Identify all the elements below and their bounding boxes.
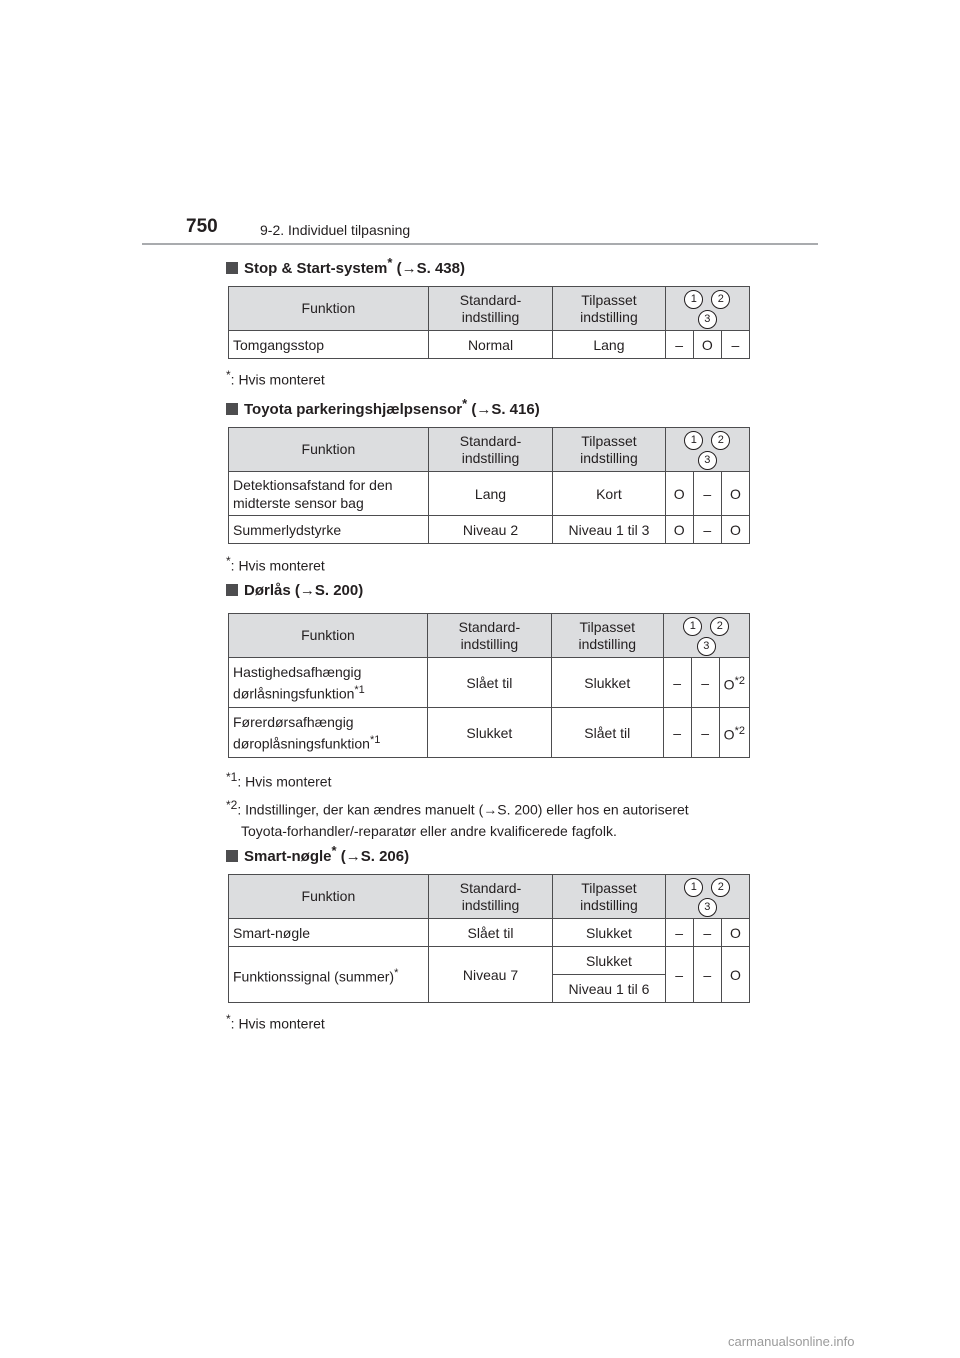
- table-smart-key: [228, 874, 750, 1003]
- cell-c1: –: [665, 919, 693, 947]
- cell-custom-a: Slukket: [553, 947, 665, 975]
- cell-custom: Kort: [553, 472, 665, 516]
- cell-c2: O: [693, 331, 721, 359]
- cell-c3: [719, 708, 749, 758]
- circle-3-icon: 3: [698, 451, 717, 470]
- cell-function: Tomgangsstop: [229, 331, 429, 359]
- watermark: carmanualsonline.info: [728, 1334, 855, 1349]
- cell-custom-b: Niveau 1 til 6: [553, 975, 665, 1003]
- c3-value: O: [723, 676, 735, 693]
- footnote-ref: S. 200) eller hos en autoriseret: [497, 801, 689, 818]
- circle-1-icon: 1: [684, 290, 703, 309]
- footnote-2: [216, 795, 746, 842]
- cell-c3: –: [721, 331, 749, 359]
- cell-function: [229, 708, 428, 758]
- footnote-mark: *1: [226, 770, 238, 784]
- cell-default: Slået til: [428, 919, 552, 947]
- cell-default: Niveau 2: [428, 516, 552, 544]
- arrow-icon: →: [483, 801, 498, 818]
- footnote-mark: *2: [226, 798, 238, 812]
- asterisk: *: [387, 255, 393, 270]
- circle-1-icon: 1: [684, 878, 703, 897]
- circle-3-icon: 3: [698, 310, 717, 329]
- arrow-icon: →: [401, 260, 417, 277]
- cell-c1: –: [665, 331, 693, 359]
- footnote-text: : Hvis monteret: [230, 371, 325, 388]
- col-header-default: Standard-indstilling: [428, 875, 552, 919]
- table-row: [229, 516, 750, 544]
- arrow-icon: →: [476, 401, 492, 418]
- section-title-parking: [226, 396, 540, 418]
- cell-c3: [719, 658, 749, 708]
- square-bullet-icon: [226, 262, 238, 274]
- footnote-text-line2: Toyota-forhandler/-reparatør eller andre kvalificerede fagfolk.: [241, 822, 617, 839]
- arrow-icon: →: [345, 848, 361, 865]
- table-row: [229, 472, 750, 516]
- table-door-lock: [228, 613, 750, 758]
- section-title-stop-start: [226, 255, 465, 277]
- circle-1-icon: 1: [683, 617, 702, 636]
- col-header-function: Funktion: [229, 614, 428, 658]
- cell-default: Normal: [428, 331, 552, 359]
- col-header-circles: [665, 875, 749, 919]
- col-header-default: Standard-indstilling: [428, 287, 552, 331]
- page-ref: S. 416): [491, 401, 540, 418]
- cell-function: [229, 947, 429, 1003]
- cell-custom: Slukket: [551, 658, 663, 708]
- col-header-default: Standard-indstilling: [427, 614, 551, 658]
- cell-custom: Slået til: [551, 708, 663, 758]
- cell-c1: –: [665, 947, 693, 1003]
- circle-1-icon: 1: [684, 431, 703, 450]
- footnote-text: : Indstillinger, der kan ændres manuelt (: [237, 801, 484, 818]
- footnote-text: : Hvis monteret: [230, 557, 325, 574]
- asterisk: *: [226, 554, 231, 568]
- table-row: [229, 947, 750, 975]
- footnote: [226, 368, 325, 388]
- table-parking: [228, 427, 750, 544]
- chapter-title: 9-2. Individuel tilpasning: [260, 222, 411, 238]
- asterisk: *: [394, 966, 399, 979]
- c3-value: O: [723, 726, 735, 743]
- page-ref: S. 438): [416, 260, 465, 277]
- col-header-custom: Tilpasset indstilling: [553, 875, 665, 919]
- cell-c2: –: [691, 708, 719, 758]
- asterisk: *: [331, 843, 337, 858]
- section-title-door-lock: [226, 582, 363, 599]
- col-header-function: Funktion: [229, 428, 429, 472]
- cell-default: Lang: [428, 472, 552, 516]
- section-title-text: Toyota parkeringshjælpsensor: [244, 401, 463, 418]
- section-title-text: Smart-nøgle: [244, 848, 332, 865]
- col-header-custom: Tilpasset indstilling: [551, 614, 663, 658]
- footnote-1: [226, 770, 331, 790]
- footnote-mark: *1: [354, 683, 365, 696]
- cell-c1: O: [665, 516, 693, 544]
- col-header-function: Funktion: [229, 875, 429, 919]
- table-row: [229, 919, 750, 947]
- function-text: Hastighedsafhængig dørlåsningsfunktion: [233, 663, 362, 702]
- col-header-circles: [663, 614, 749, 658]
- cell-c3: O: [721, 919, 749, 947]
- col-header-default: Standard-indstilling: [428, 428, 552, 472]
- cell-function: Smart-nøgle: [229, 919, 429, 947]
- footnote-text: : Hvis monteret: [237, 773, 332, 790]
- col-header-custom: Tilpasset indstilling: [553, 428, 665, 472]
- footnote: [226, 1012, 325, 1032]
- cell-custom: Lang: [553, 331, 665, 359]
- cell-c2: –: [693, 947, 721, 1003]
- asterisk: *: [226, 368, 231, 382]
- footnote-text: : Hvis monteret: [230, 1015, 325, 1032]
- table-row: [229, 708, 750, 758]
- paren: (: [392, 260, 402, 277]
- cell-c2: –: [693, 919, 721, 947]
- cell-c1: –: [663, 658, 691, 708]
- circle-2-icon: 2: [711, 878, 730, 897]
- cell-c2: –: [693, 516, 721, 544]
- paren: (: [467, 401, 477, 418]
- paren: (: [336, 848, 346, 865]
- footnote: [226, 554, 325, 574]
- function-text: Førerdørsafhængig døroplåsningsfunktion: [233, 713, 370, 752]
- cell-default: Slukket: [427, 708, 551, 758]
- page-ref: S. 206): [360, 848, 410, 865]
- section-title-text: Dørlås (: [244, 582, 300, 599]
- square-bullet-icon: [226, 403, 238, 415]
- header-divider: [142, 243, 818, 245]
- footnote-mark: *1: [369, 733, 381, 746]
- cell-c3: O: [721, 472, 749, 516]
- function-text: Funktionssignal (summer): [233, 968, 395, 985]
- cell-c2: –: [691, 658, 719, 708]
- cell-custom: Niveau 1 til 3: [553, 516, 665, 544]
- square-bullet-icon: [226, 850, 238, 862]
- cell-c3: O: [721, 516, 749, 544]
- col-header-circles: [665, 287, 749, 331]
- circle-3-icon: 3: [698, 898, 717, 917]
- cell-function: Summerlydstyrke: [229, 516, 429, 544]
- cell-c3: O: [721, 947, 749, 1003]
- asterisk: *: [226, 1012, 231, 1026]
- table-stop-start: [228, 286, 750, 359]
- section-title-smart-key: [226, 843, 409, 865]
- circle-2-icon: 2: [711, 290, 730, 309]
- col-header-circles: [665, 428, 749, 472]
- cell-c2: –: [693, 472, 721, 516]
- cell-custom: Slukket: [553, 919, 665, 947]
- cell-c1: –: [663, 708, 691, 758]
- table-row: [229, 331, 750, 359]
- circle-2-icon: 2: [710, 617, 729, 636]
- section-title-text: Stop & Start-system: [244, 260, 388, 277]
- circle-2-icon: 2: [711, 431, 730, 450]
- cell-default: Niveau 7: [428, 947, 552, 1003]
- cell-default: Slået til: [427, 658, 551, 708]
- footnote-mark: *2: [734, 724, 745, 737]
- square-bullet-icon: [226, 584, 238, 596]
- table-row: [229, 658, 750, 708]
- page-number: 750: [186, 216, 218, 237]
- col-header-function: Funktion: [229, 287, 429, 331]
- cell-function: Detektionsafstand for den midterste sensor bag: [229, 472, 429, 516]
- col-header-custom: Tilpasset indstilling: [553, 287, 665, 331]
- asterisk: *: [462, 396, 468, 411]
- cell-function: [229, 658, 428, 708]
- footnote-mark: *2: [734, 674, 745, 687]
- cell-c1: O: [665, 472, 693, 516]
- arrow-icon: →: [299, 582, 315, 599]
- circle-3-icon: 3: [697, 637, 716, 656]
- page-ref: S. 200): [314, 582, 364, 599]
